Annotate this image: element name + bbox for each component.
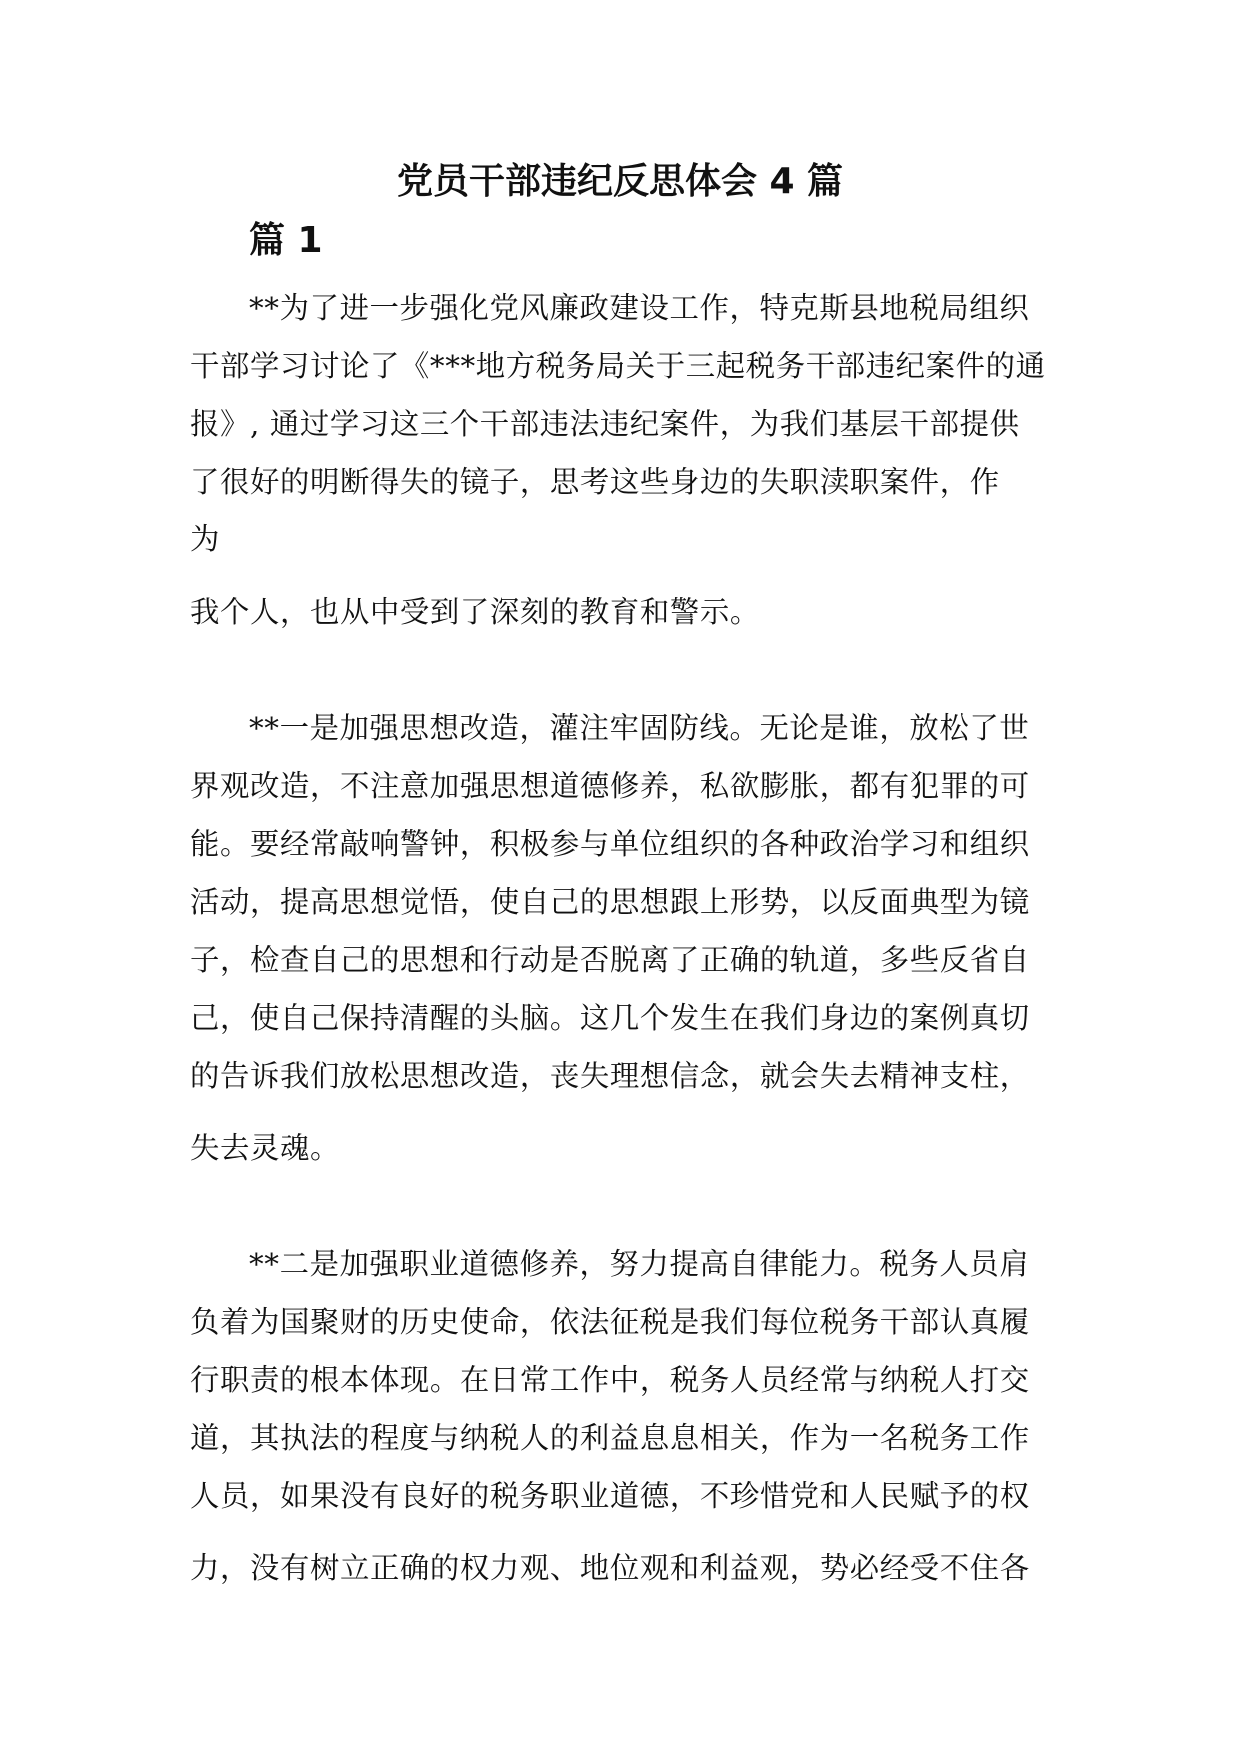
document-title: 党员干部违纪反思体会 4 篇 <box>396 161 844 202</box>
paragraph-line: 失去灵魂。 <box>190 1131 340 1165</box>
paragraph-line: 子，检查自己的思想和行动是否脱离了正确的轨道，多些反省自 <box>190 943 1030 977</box>
paragraph-line: 为 <box>190 522 220 556</box>
paragraph-line: 界观改造，不注意加强思想道德修养，私欲膨胀，都有犯罪的可 <box>190 769 1030 803</box>
paragraph-line: **为了进一步强化党风廉政建设工作，特克斯县地税局组织 <box>249 291 1030 325</box>
paragraph-line: 负着为国聚财的历史使命，依法征税是我们每位税务干部认真履 <box>190 1305 1030 1339</box>
section-heading: 篇 1 <box>249 220 323 261</box>
paragraph-line: 己，使自己保持清醒的头脑。这几个发生在我们身边的案例真切 <box>190 1001 1030 1035</box>
paragraph-line: 活动，提高思想觉悟，使自己的思想跟上形势，以反面典型为镜 <box>190 885 1030 919</box>
paragraph-line: 我个人，也从中受到了深刻的教育和警示。 <box>190 595 760 629</box>
paragraph-line: **二是加强职业道德修养，努力提高自律能力。税务人员肩 <box>249 1247 1030 1281</box>
paragraph-line: 能。要经常敲响警钟，积极参与单位组织的各种政治学习和组织 <box>190 827 1030 861</box>
paragraph-line: 人员，如果没有良好的税务职业道德，不珍惜党和人民赋予的权 <box>190 1479 1030 1513</box>
paragraph-line: **一是加强思想改造，灌注牢固防线。无论是谁，放松了世 <box>249 711 1030 745</box>
paragraph-line: 报》, 通过学习这三个干部违法违纪案件，为我们基层干部提供 <box>190 407 1020 441</box>
paragraph-line: 行职责的根本体现。在日常工作中，税务人员经常与纳税人打交 <box>190 1363 1030 1397</box>
paragraph-line: 道，其执法的程度与纳税人的利益息息相关，作为一名税务工作 <box>190 1421 1030 1455</box>
paragraph-line: 力，没有树立正确的权力观、地位观和利益观，势必经受不住各 <box>190 1551 1030 1585</box>
paragraph-line: 了很好的明断得失的镜子，思考这些身边的失职渎职案件，作 <box>190 465 1000 499</box>
paragraph-line: 的告诉我们放松思想改造，丧失理想信念，就会失去精神支柱， <box>190 1059 1030 1093</box>
paragraph-line: 干部学习讨论了《***地方税务局关于三起税务干部违纪案件的通 <box>190 349 1046 383</box>
